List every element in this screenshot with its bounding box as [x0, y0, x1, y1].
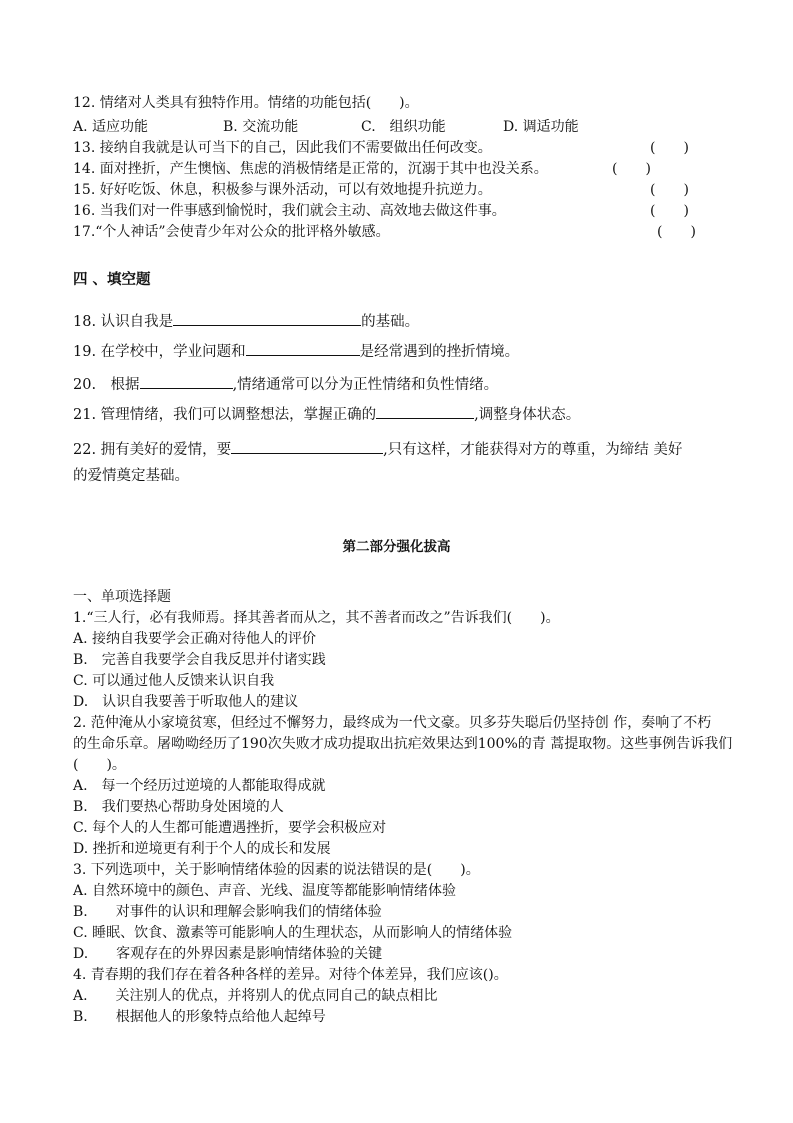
question-19-after: 是经常遇到的挫折情境。: [359, 344, 520, 360]
question-20-before: 20. 根据: [73, 377, 140, 393]
question-21: [73, 404, 580, 425]
fill-in-section-heading: 四 、填空题: [73, 272, 151, 288]
question-18-before: 18. 认识自我是: [73, 314, 174, 330]
p2-question-1-option-c: C. 可以通过他人反馈来认识自我: [73, 673, 275, 689]
question-21-blank[interactable]: [376, 404, 474, 419]
question-22-after: ,只有这样，才能获得对方的尊重，为缔结 美好: [383, 442, 683, 458]
question-21-after: ,调整身体状态。: [474, 407, 581, 423]
part-two-title: 第二部分强化拔高: [342, 539, 451, 555]
p2-question-3-option-d: D. 客观存在的外界因素是影响情绪体验的关键: [73, 946, 383, 962]
p2-question-1-stem: 1.“三人行，必有我师焉。择其善者而从之，其不善者而改之”告诉我们( )。: [73, 610, 560, 626]
question-22-blank[interactable]: [231, 439, 383, 454]
question-12-option-a: A. 适应功能: [73, 119, 149, 135]
p2-question-2-stem-line2: 的生命乐章。屠呦呦经历了190次失败才成功提取出抗疟效果达到100%的青 蒿提取物。这些事例告诉我们: [73, 736, 733, 752]
question-19-before: 19. 在学校中，学业问题和: [73, 344, 246, 360]
p2-question-4-stem: 4. 青春期的我们存在着各种各样的差异。对待个体差异，我们应该()。: [73, 967, 508, 983]
question-21-before: 21. 管理情绪，我们可以调整想法，掌握正确的: [73, 407, 377, 423]
p2-question-1-option-a: A. 接纳自我要学会正确对待他人的评价: [73, 631, 317, 647]
question-20-blank[interactable]: [140, 374, 233, 389]
question-12-option-d: D. 调适功能: [503, 119, 579, 135]
question-18-blank[interactable]: [173, 311, 361, 326]
question-18: [73, 311, 419, 332]
p2-question-3-stem: 3. 下列选项中，关于影响情绪体验的因素的说法错误的是( )。: [73, 862, 480, 878]
question-12-option-b: B. 交流功能: [223, 119, 299, 135]
single-choice-section-heading: 一、单项选择题: [73, 589, 171, 605]
question-12-option-c: C. 组织功能: [361, 119, 446, 135]
p2-question-2-option-c: C. 每个人的人生都可能遭遇挫折，要学会积极应对: [73, 820, 387, 836]
question-19-blank[interactable]: [246, 341, 360, 356]
p2-question-3-option-c: C. 睡眠、饮食、激素等可能影响人的生理状态，从而影响人的情绪体验: [73, 925, 513, 941]
p2-question-3-option-a: A. 自然环境中的颜色、声音、光线、温度等都能影响情绪体验: [73, 883, 457, 899]
p2-question-2-option-d: D. 挫折和逆境更有利于个人的成长和发展: [73, 841, 331, 857]
p2-question-2-option-b: B. 我们要热心帮助身处困境的人: [73, 799, 284, 815]
p2-question-1-option-b: B. 完善自我要学会自我反思并付诸实践: [73, 652, 326, 668]
p2-question-4-option-a: A. 关注别人的优点，并将别人的优点同自己的缺点相比: [73, 988, 438, 1004]
question-16-answer-paren: ( ): [650, 203, 689, 219]
question-15-text: 15. 好好吃饭、休息，积极参与课外活动，可以有效地提升抗逆力。: [73, 182, 492, 198]
question-14-text: 14. 面对挫折，产生懊恼、焦虑的消极情绪是正常的，沉溺于其中也没关系。: [73, 161, 548, 177]
question-14-answer-paren: ( ): [612, 161, 651, 177]
question-20: [73, 374, 498, 395]
p2-question-4-option-b: B. 根据他人的形象特点给他人起绰号: [73, 1009, 326, 1025]
question-17-text: 17.“个人神话”会使青少年对公众的批评格外敏感。: [73, 224, 390, 240]
question-20-after: ,情绪通常可以分为正性情绪和负性情绪。: [232, 377, 499, 393]
question-12-stem: 12. 情绪对人类具有独特作用。情绪的功能包括( )。: [73, 95, 419, 111]
p2-question-1-option-d: D. 认识自我要善于听取他人的建议: [73, 694, 299, 710]
p2-question-2-stem-line3: ( )。: [73, 757, 126, 773]
question-22: [73, 439, 682, 460]
question-22-continuation: 的爱情奠定基础。: [73, 468, 189, 484]
question-13-text: 13. 接纳自我就是认可当下的自己，因此我们不需要做出任何改变。: [73, 140, 492, 156]
p2-question-2-option-a: A. 每一个经历过逆境的人都能取得成就: [73, 778, 326, 794]
question-15-answer-paren: ( ): [650, 182, 689, 198]
question-22-before: 22. 拥有美好的爱情，要: [73, 442, 232, 458]
question-18-after: 的基础。: [361, 314, 420, 330]
question-17-answer-paren: ( ): [657, 224, 696, 240]
question-13-answer-paren: ( ): [650, 140, 689, 156]
p2-question-2-stem-line1: 2. 范仲淹从小家境贫寒，但经过不懈努力，最终成为一代文豪。贝多芬失聪后仍坚持创 作，奏响了不朽: [73, 715, 712, 731]
question-19: [73, 341, 519, 362]
p2-question-3-option-b: B. 对事件的认识和理解会影响我们的情绪体验: [73, 904, 382, 920]
question-16-text: 16. 当我们对一件事感到愉悦时，我们就会主动、高效地去做这件事。: [73, 203, 506, 219]
